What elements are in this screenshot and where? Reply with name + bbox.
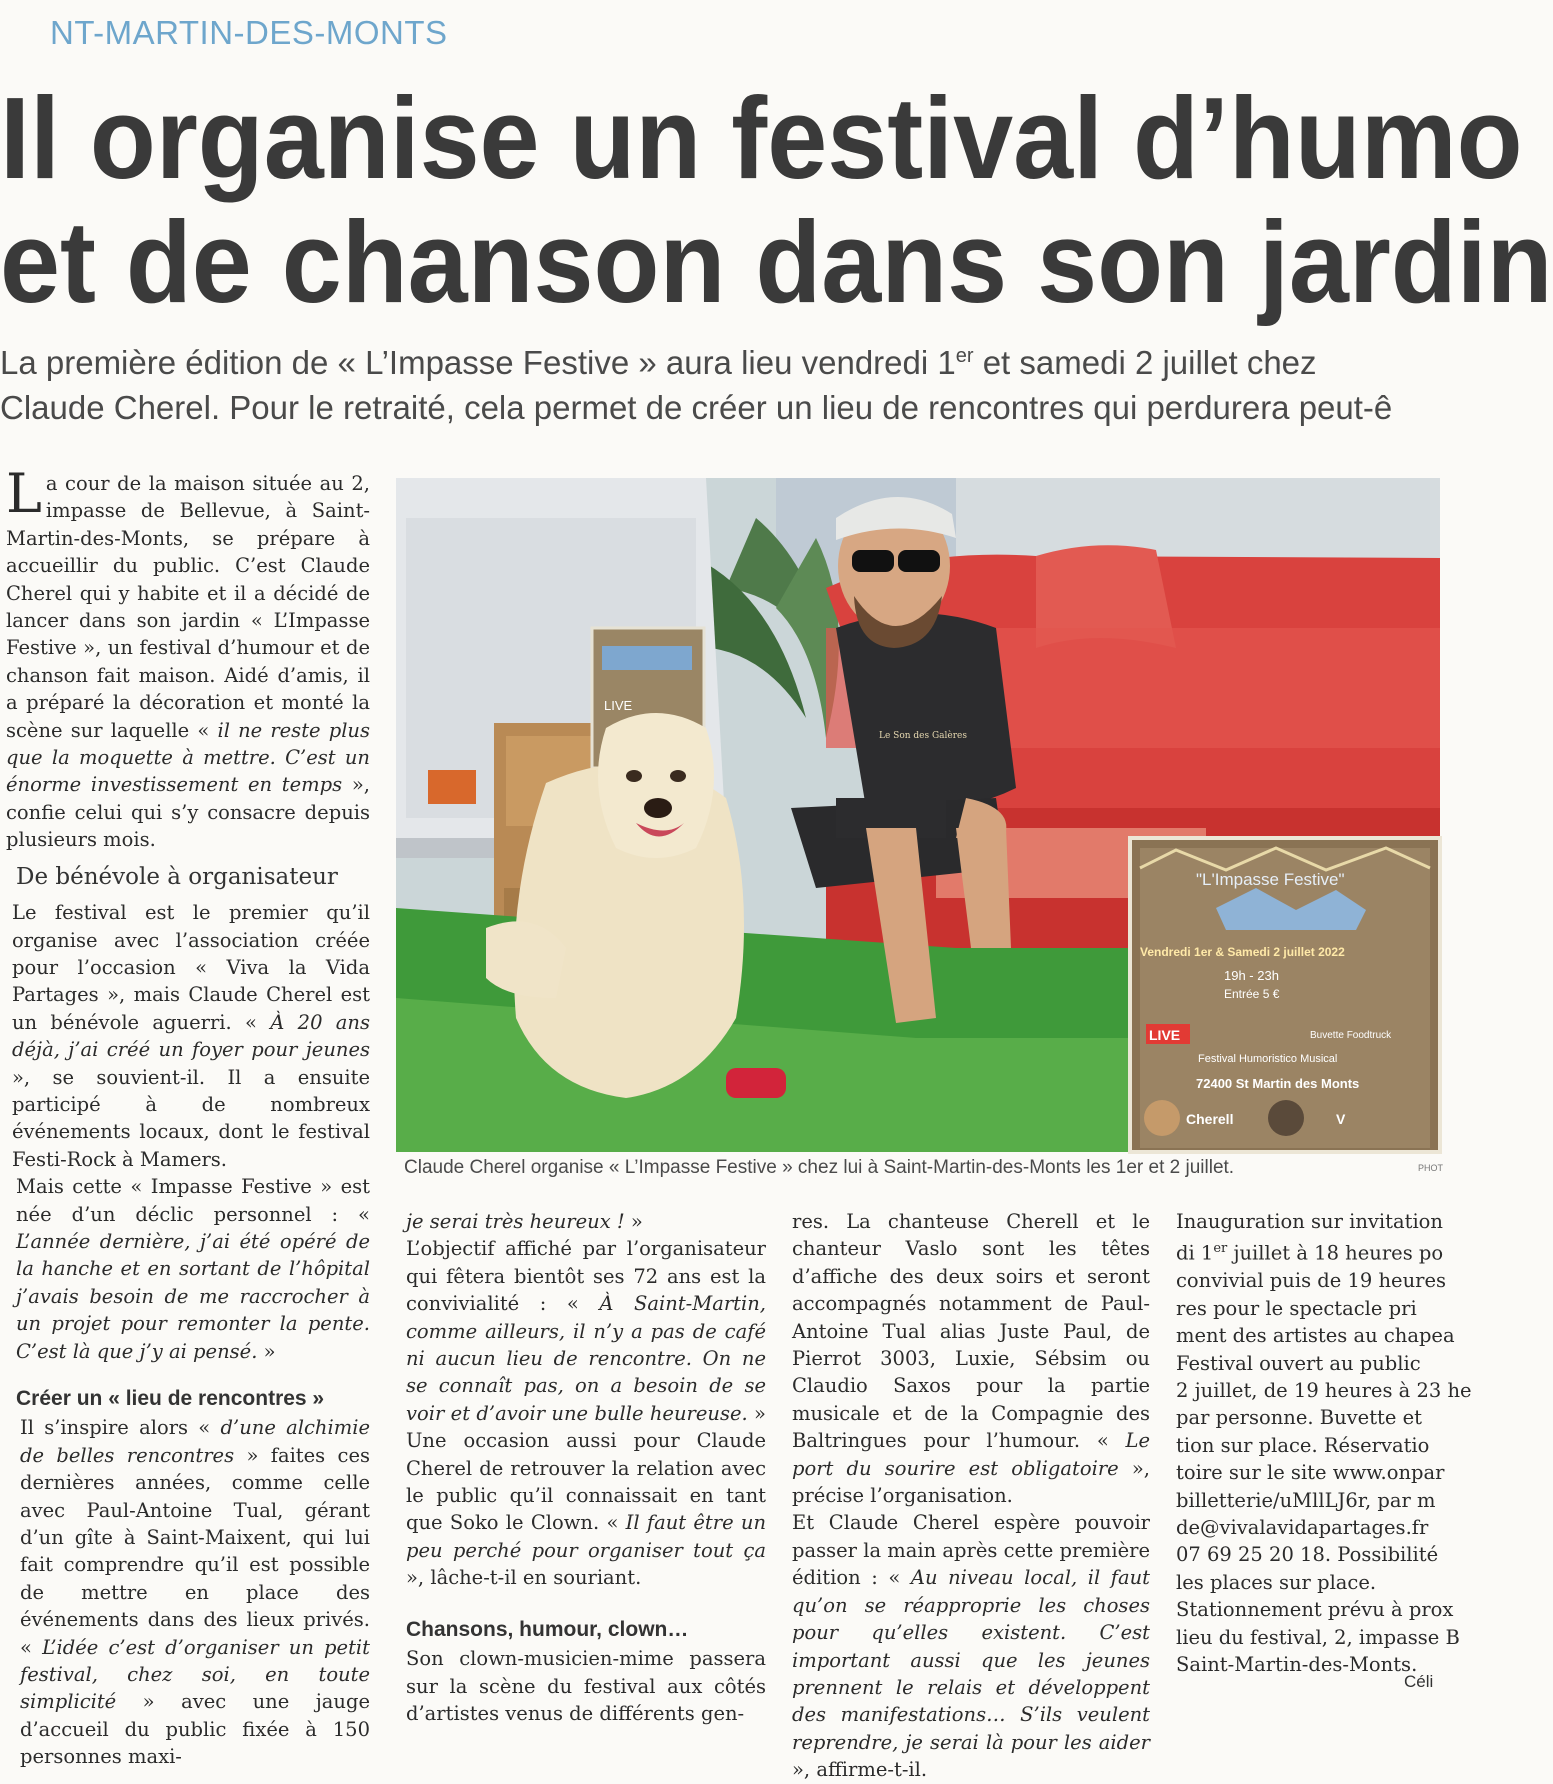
poster-title: "L'Impasse Festive" [1196,870,1345,889]
deck [0,334,1440,430]
paragraph: Et Claude Cherel espère pouvoir passer la main après cette première édition : « Au niveau local, il faut qu’on se réapproprie les choses pour qu’elles existent. C’est important aussi que les jeunes prennent le relais et développent des manifestations… S’ils veulent reprendre, je serai là pour les aider », affirme-t-il. [792,1511,1150,1782]
deck-line-2: Claude Cherel. Pour le retraité, cela permet de créer un lieu de rencontres qui perdurera peut-ê [0,389,1393,426]
paragraph: res. La chanteuse Cherell et le chanteur Vaslo sont les têtes d’affiche des deux soirs et seront accompagnés notamment de Paul-Antoine Tual alias Juste Paul, de Pierrot 3003, Luxie, Sébsim ou Claudio Saxos pour la partie musicale et de la Compagnie des Baltringues pour l’humour. « Le port du sourire est obligatoire », précise l’organisation. [792,1210,1151,1508]
poster-dates: Vendredi 1er & Samedi 2 juillet 2022 [1140,945,1345,959]
headline-line-2: et de chanson dans son jardin [0,197,1553,327]
info-line: convivial puis de 19 heures [1176,1269,1447,1293]
info-line: toire sur le site www.onpar [1176,1461,1445,1485]
info-line: par personne. Buvette et [1176,1406,1423,1430]
info-line: billetterie/uMllLJ6r, par m [1176,1488,1436,1512]
photo-credit: PHOT [1418,1163,1444,1173]
drop-cap: L [6,462,42,525]
paragraph: Son clown-musicien-mime passera sur la scène du festival aux côtés d’artistes venus de différents gen- [406,1647,766,1725]
subheading-chansons: Chansons, humour, clown… [406,1617,689,1641]
poster-city: 72400 St Martin des Monts [1196,1076,1360,1091]
poster-festival: Festival Humoristico Musical [1198,1053,1338,1065]
poster-artist-1: Cherell [1186,1111,1234,1127]
info-line: de@vivalavidapartages.fr [1176,1515,1429,1539]
info-line: 07 69 25 20 18. Possibilité [1176,1543,1439,1567]
paragraph: Le festival est le premier qu’il organise avec l’association créée pour l’occasion « Viva la Vida Partages », mais Claude Cherel est un bénévole aguerri. « À 20 ans déjà, j’ai créé un foyer pour jeunes », se souvient-il. Il a ensuite participé à de nombreux événements locaux, dont le festival Festi-Rock à Mamers. [12,901,370,1171]
photo-caption: Claude Cherel organise « L’Impasse Festive » chez lui à Saint-Martin-des-Monts les 1er et 2 juillet. [404,1157,1235,1178]
article-column-2 [406,1208,766,1727]
section-kicker: NT-MARTIN-DES-MONTS [50,14,448,51]
info-line: les places sur place. [1176,1570,1377,1594]
article-column-3 [792,1208,1150,1784]
info-line: Saint-Martin-des-Monts. [1176,1653,1418,1676]
headline-line-1: Il organise un festival d’humo [0,73,1523,203]
deck-line-1: La première édition de « L’Impasse Festive » aura lieu vendredi 1er et samedi 2 juillet chez [0,344,1317,381]
tshirt-print: Le Son des Galères [879,731,967,741]
paragraph: Il s’inspire alors « d’une alchimie de belles rencontres » faites ces dernières années, comme celle avec Paul-Antoine Tual, gérant d’un gîte à Saint-Maixent, qui lui fait comprendre qu’il est possible de mettre en place des événements dans des lieux privés. « L’idée c’est d’organiser un petit festival, chez soi, en toute simplicité » avec une jauge d’accueil du public fixée à 150 personnes maxi- [20,1416,370,1769]
paragraph: La cour de la maison située au 2, impasse de Bellevue, à Saint-Martin-des-Monts, se prépare à accueillir du public. C’est Claude Cherel qui y habite et il a décidé de lancer dans son jardin « L’Impasse Festive », un festival d’humour et de chanson fait maison. Aidé d’amis, il a préparé la décoration et monté la scène sur laquelle « il ne reste plus que la moquette à mettre. C’est un énorme investissement en temps », confie celui qui s’y consacre depuis plusieurs mois. [6,462,371,852]
article-column-4 [1176,1208,1472,1678]
trailer-light [428,770,476,804]
paragraph: Mais cette « Impasse Festive » est née d’un déclic personnel : « L’année dernière, j’ai été opéré de la hanche et en sortant de l’hôpital j’avais besoin de me raccrocher à un projet pour remonter la pente. C’est là que j’y ai pensé. » [16,1175,370,1363]
poster-live: LIVE [1149,1027,1181,1043]
info-line: Stationnement prévu à prox [1176,1598,1454,1622]
info-line: di 1er juillet à 18 heures po [1176,1241,1444,1265]
article-column-1 [6,462,371,1771]
headline [0,73,1553,327]
author-signature: Céli [1404,1672,1434,1691]
photo-illustration [396,478,1440,1152]
festival-poster [1130,838,1440,1152]
poster-buvette: Buvette Foodtruck [1310,1030,1392,1041]
poster-hours: 19h - 23h [1224,968,1279,983]
poster-artist-2: V [1336,1111,1346,1127]
info-line: res pour le spectacle pri [1176,1296,1417,1320]
article-photo [396,478,1440,1152]
info-line: Inauguration sur invitation [1176,1210,1443,1233]
small-poster-live: LIVE [604,698,633,713]
info-line: tion sur place. Réservatio [1176,1433,1430,1457]
paragraph: L’objectif affiché par l’organisateur qui fêtera bientôt ses 72 ans est la convivialité : « À Saint-Martin, comme ailleurs, il n’y a pas de café ni aucun lieu de rencontre. On ne se connaît pas, on a besoin de se voir et d’avoir une bulle heureuse. » Une occasion aussi pour Claude Cherel de retrouver la relation avec le public qu’il connaissait en tant que Soko le Clown. « Il faut être un peu perché pour organiser tout ça », lâche-t-il en souriant. [406,1237,767,1590]
info-line: ment des artistes au chapea [1176,1324,1455,1348]
subheading-lieu-rencontres: Créer un « lieu de rencontres » [16,1387,325,1410]
paragraph: je serai très heureux ! » [406,1210,643,1233]
info-line: Festival ouvert au public [1176,1351,1421,1375]
info-line: 2 juillet, de 19 heures à 23 he [1176,1378,1472,1402]
info-line: lieu du festival, 2, impasse B [1176,1625,1460,1649]
poster-entry: Entrée 5 € [1224,987,1280,1001]
subheading-benevole: De bénévole à organisateur [16,863,338,890]
